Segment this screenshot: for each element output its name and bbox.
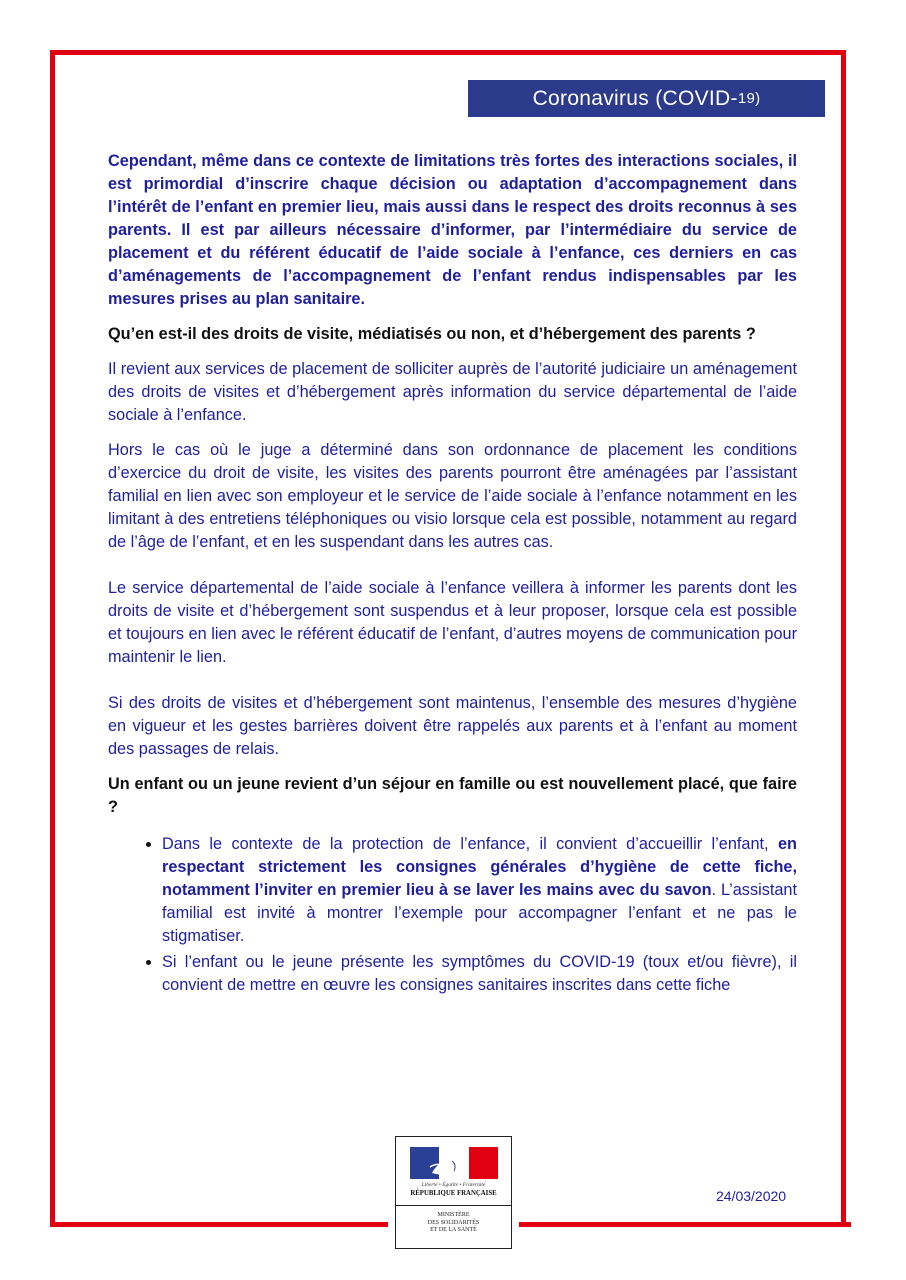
list-item: • Si l’enfant ou le jeune présente les symptômes du COVID-19 (toux et/ou fièvre), il convient de mettre en œuvre les consignes sanitaires inscrites dans cette fiche (162, 951, 797, 997)
marianne-flag-icon (410, 1147, 498, 1179)
document-body (108, 150, 797, 1000)
question-child-return: Un enfant ou un jeune revient d’un séjour en famille ou est nouvellement placé, que faire ? (108, 775, 797, 816)
bullet1-text-end: . L’assistant familial est invité à montrer l’exemple pour accompagner l’enfant et ne pas le stigmatiser. (162, 881, 797, 945)
intro-paragraph: Cependant, même dans ce contexte de limitations très fortes des interactions sociales, il est primordial d’inscrire chaque décision ou adaptation d’accompagnement dans l’intérêt de l’enfant en premier lieu, mais aussi dans le respect des droits reconnus à ses parents. Il est par ailleurs nécessaire d’informer, par l’intermédiaire du service de placement et du référent éducatif de l’aide sociale à l’enfance, ces derniers en cas d’aménagements de l’accompagnement de l’enfant rendus indispensables par les mesures prises au plan sanitaire. (108, 152, 797, 308)
paragraph-inform-parents: Le service départemental de l’aide sociale à l’enfance veillera à informer les parents dont les droits de visite et d’hébergement sont suspendus et à leur proposer, lorsque cela est possible et toujours en lien avec le référent éducatif de l’enfant, d’autres moyens de communication pour maintenir le lien. (108, 579, 797, 666)
logo-divider (396, 1205, 511, 1206)
frame-bottom-left-rule (50, 1222, 388, 1227)
republique-francaise-logo (395, 1136, 512, 1249)
paragraph-placement-services: Il revient aux services de placement de solliciter auprès de l’autorité judiciaire un aménagement des droits de visites et d’hébergement après information du service départemental de l’aide sociale à l’enfance. (108, 360, 797, 424)
paragraph-hygiene-measures: Si des droits de visites et d’hébergement sont maintenus, l’ensemble des mesures d’hygiène en vigueur et les gestes barrières doivent être rappelés aux parents et à l’enfant au moment des passages de relais. (108, 694, 797, 758)
bullet1-emphasis: en respectant strictement les consignes générales d’hygiène de cette fiche, notamment l’inviter en premier lieu à se laver les mains avec du savon (162, 835, 797, 899)
header-title-suffix: 19) (737, 90, 761, 107)
logo-ministry: MINISTÈRE DES SOLIDARITÉS ET DE LA SANTÉ (427, 1212, 480, 1233)
paragraph-visits-arrangement: Hors le cas où le juge a déterminé dans son ordonnance de placement les conditions d’exercice du droit de visite, les visites des parents pourront être aménagées par l’assistant familial en lien avec son employeur et le service de l’aide sociale à l’enfance notamment en les limitant à des entretiens téléphoniques ou visio lorsque cela est possible, notamment au regard de l’âge de l’enfant, et en les suspendant dans les autres cas. (108, 441, 797, 551)
marianne-profile-icon (410, 1147, 498, 1179)
bullet1-text: Dans le contexte de la protection de l’enfance, il convient d’accueillir l’enfant, (162, 835, 778, 853)
document-header (468, 80, 825, 117)
logo-republic: RÉPUBLIQUE FRANÇAISE (410, 1190, 497, 1197)
instructions-list (108, 833, 797, 997)
logo-motto: Liberté • Égalité • Fraternité (421, 1182, 486, 1188)
question-visit-rights: Qu’en est-il des droits de visite, médiatisés ou non, et d’hébergement des parents ? (108, 325, 756, 343)
frame-bottom-right-rule (519, 1222, 851, 1227)
list-item (162, 833, 797, 948)
document-date: 24/03/2020 (716, 1188, 787, 1204)
header-title: Coronavirus (COVID- (532, 86, 738, 110)
